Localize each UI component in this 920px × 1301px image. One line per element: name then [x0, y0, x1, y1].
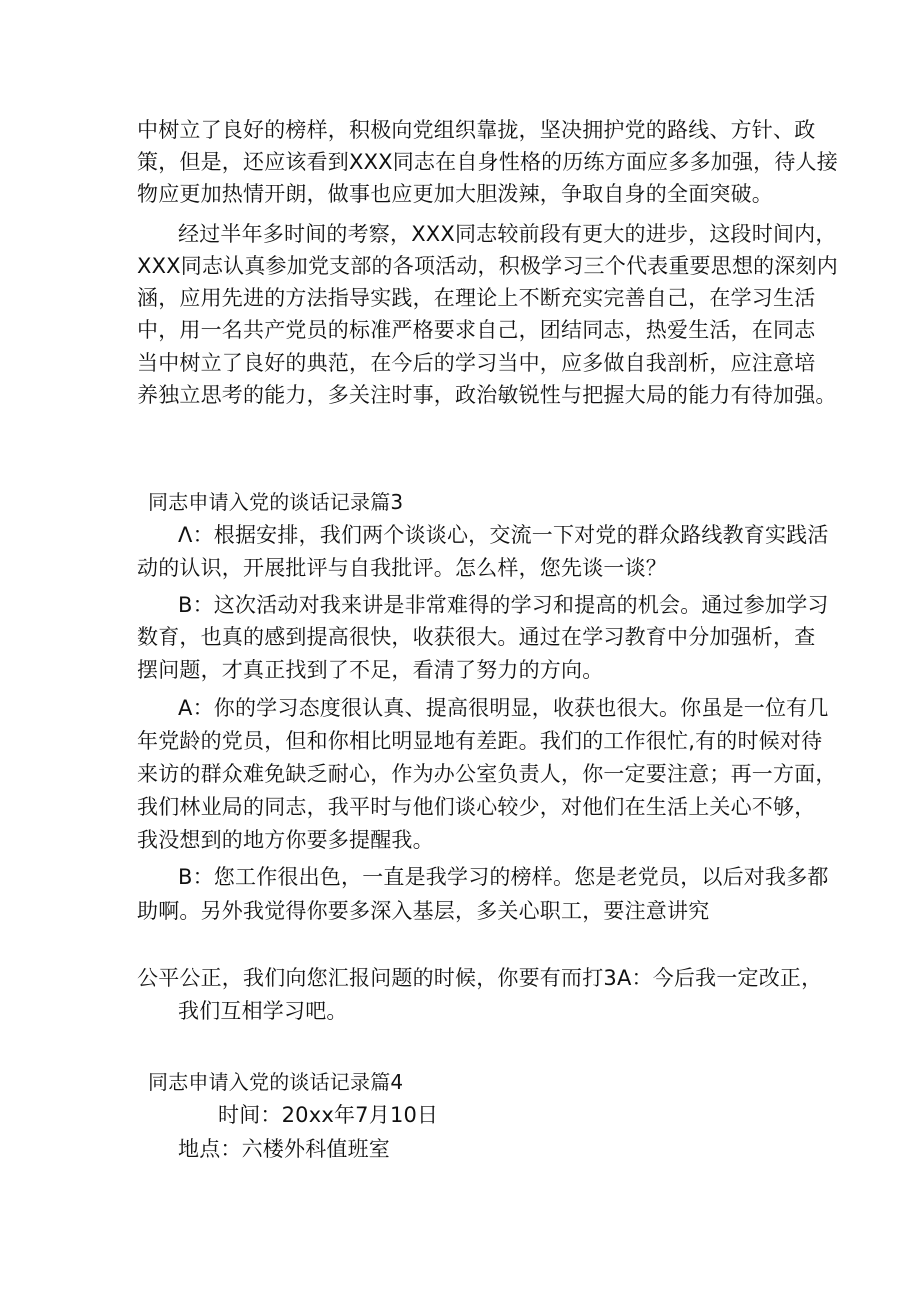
section3-title: 同志申请入党的谈话记录篇3 — [148, 490, 404, 514]
dialogue-2-line-1: B：这次活动对我来讲是非常难得的学习和提高的机会。通过参加学习 — [178, 593, 829, 617]
dialogue-1-line-2: 动的认识，开展批评与自我批评。怎么样，您先谈一谈？ — [137, 556, 667, 580]
dialogue-3-line-1: A：你的学习态度很认真、提高很明显，收获也很大。你虽是一位有几 — [178, 696, 829, 720]
dialogue-3-line-4: 我们林业局的同志，我平时与他们谈心较少，对他们在生活上关心不够， — [137, 795, 816, 819]
continuation-line-1: 公平公正，我们向您汇报问题的时候，你要有而打3A：今后我一定改正， — [137, 966, 823, 990]
dialogue-4-line-2: 助啊。另外我觉得你要多深入基层，多关心职工，要注意讲究 — [137, 899, 710, 923]
para2-line-4: 中，用一名共产党员的标准严格要求自己，团结同志，热爱生活，在同志 — [137, 318, 816, 342]
dialogue-2-line-2: 数育，也真的感到提高很快，收获很大。通过在学习教育中分加强析，查 — [137, 625, 816, 649]
dialogue-3-line-3: 来访的群众难免缺乏耐心，作为办公室负责人，你一定要注意；再一方面， — [137, 762, 837, 786]
para2-line-6: 养独立思考的能力，多关注时事，政治敏锐性与把握大局的能力有待加强。 — [137, 383, 837, 407]
dialogue-4-line-1: B：您工作很出色，一直是我学习的榜样。您是老党员，以后对我多都 — [178, 865, 829, 889]
para2-line-3: 涵，应用先进的方法指导实践，在理论上不断充实完善自己，在学习生活 — [137, 286, 816, 310]
para1-line-3: 物应更加热情开朗，做事也应更加大胆泼辣，争取自身的全面突破。 — [137, 182, 773, 206]
meeting-time: 时间：20xx年7月10日 — [218, 1103, 439, 1127]
section4-title: 同志申请入党的谈话记录篇4 — [148, 1070, 404, 1094]
para1-line-1: 中树立了良好的榜样，积极向党组织靠拢，坚决拥护党的路线、方针、政 — [137, 118, 816, 142]
meeting-place: 地点：六楼外科值班室 — [178, 1137, 390, 1161]
continuation-line-2: 我们互相学习吧。 — [178, 999, 348, 1023]
para2-line-5: 当中树立了良好的典范，在今后的学习当中，应多做自我剖析，应注意培 — [137, 351, 816, 375]
dialogue-2-line-3: 摆问题，才真正找到了不足，看清了努力的方向。 — [137, 658, 604, 682]
dialogue-1-line-1: Λ：根据安排，我们两个谈谈心，交流一下对党的群众路线教育实践活 — [178, 523, 829, 547]
para2-line-1: 经过半年多时间的考察，XXX同志较前段有更大的进步，这段时间内， — [178, 222, 837, 246]
para2-line-2: XXX同志认真参加党支部的各项活动，积极学习三个代表重要思想的深刻内 — [137, 254, 838, 278]
dialogue-3-line-2: 年党龄的党员，但和你相比明显地有差距。我们的工作很忙,有的时候对待 — [137, 729, 823, 753]
para1-line-2: 策，但是，还应该看到XXX同志在自身性格的历练方面应多多加强，待人接 — [137, 150, 838, 174]
dialogue-3-line-5: 我没想到的地方你要多提醒我。 — [137, 828, 434, 852]
